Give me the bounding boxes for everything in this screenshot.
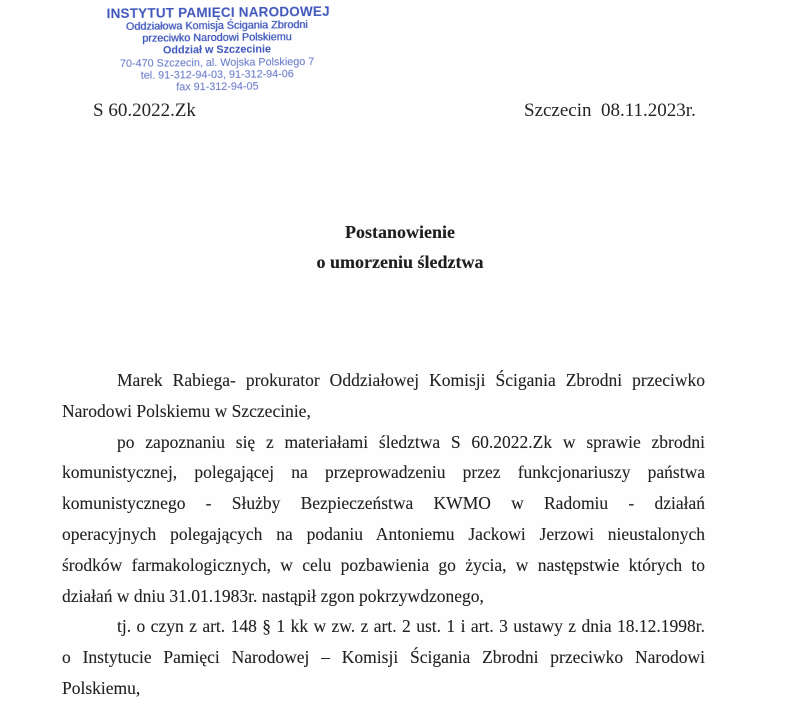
document-title-line1: Postanowienie bbox=[345, 222, 455, 242]
body-line: tj. o czyn z art. 148 § 1 kk w zw. z art. 2 ust. 1 i art. 3 ustawy z dnia 18.12.1998r. bbox=[117, 616, 705, 637]
body-line: komunistycznego - Służby Bezpieczeństwa KWMO w Radomiu - działań bbox=[62, 493, 705, 514]
body-line: Marek Rabiega- prokurator Oddziałowej Komisji Ścigania Zbrodni przeciwko bbox=[117, 370, 705, 390]
body-text bbox=[62, 365, 705, 704]
body-line: operacyjnych polegających na podaniu Antoniemu Jackowi Jerzowi nieustalonych bbox=[62, 523, 705, 544]
place-and-date: Szczecin 08.11.2023r. bbox=[524, 100, 696, 121]
stamp-branch-line: Oddział w Szczecinie bbox=[162, 43, 272, 57]
stamp-address-line: 70-470 Szczecin, al. Wojska Polskiego 7 bbox=[119, 55, 315, 70]
body-line: działań w dniu 31.01.1983r. nastąpił zgon pokrzywdzonego, bbox=[62, 585, 484, 606]
body-line: Polskiemu, bbox=[62, 677, 141, 698]
body-line: środków farmakologicznych, w celu pozbawienia go życia, w następstwie których to bbox=[62, 554, 705, 575]
stamp-commission-line2: przeciwko Narodowi Polskiemu bbox=[142, 31, 292, 45]
stamp-institution-name: INSTYTUT PAMIĘCI NARODOWEJ bbox=[106, 3, 330, 22]
stamp-fax-line: fax 91-312-94-05 bbox=[176, 80, 259, 94]
stamp-phone-line: tel. 91-312-94-03, 91-312-94-06 bbox=[140, 68, 294, 82]
case-reference-number: S 60.2022.Zk bbox=[93, 100, 196, 121]
body-line: komunistycznej, polegającej na przeprowadzeniu przez funkcjonariuszy państwa bbox=[62, 462, 705, 483]
body-line: po zapoznaniu się z materiałami śledztwa S 60.2022.Zk w sprawie zbrodni bbox=[117, 431, 705, 452]
body-line: Narodowi Polskiemu w Szczecinie, bbox=[62, 400, 311, 421]
body-line: o Instytucie Pamięci Narodowej – Komisji Ścigania Zbrodni przeciwko Narodowi bbox=[62, 647, 705, 668]
document-title-line2: o umorzeniu śledztwa bbox=[316, 252, 484, 272]
document-title bbox=[0, 217, 800, 277]
stamp-commission-line: Oddziałowa Komisja Ścigania Zbrodni bbox=[125, 19, 308, 33]
ipn-office-stamp bbox=[107, 5, 328, 95]
